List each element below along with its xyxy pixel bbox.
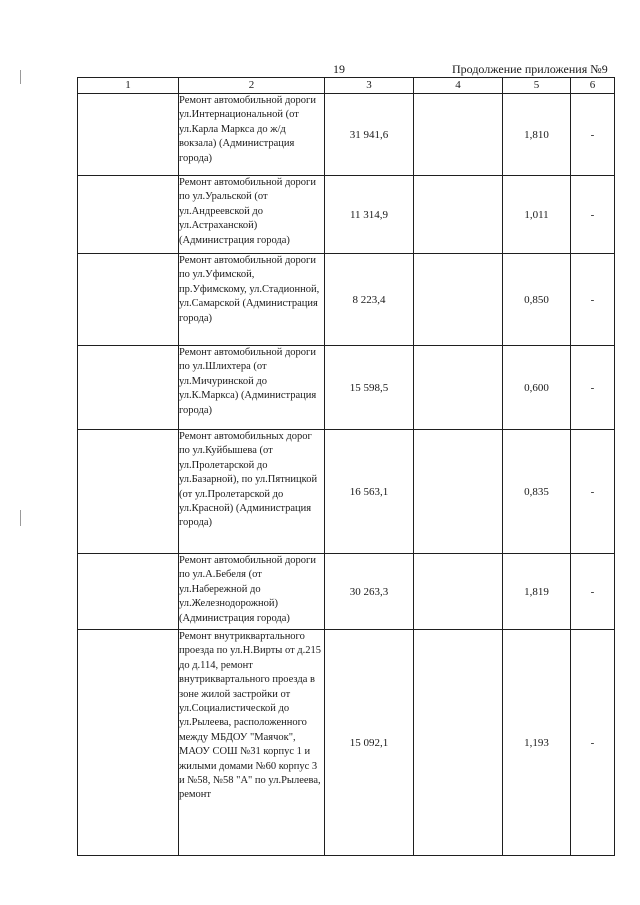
col4-cell (414, 94, 503, 176)
table-row (78, 94, 615, 176)
row-empty-cell (78, 346, 179, 430)
object-name-cell: Ремонт автомобильной дороги по ул.Шлихтера (от ул.Мичуринской до ул.К.Маркса) (Администрация города) (179, 346, 325, 430)
column-header-5: 5 (503, 78, 571, 94)
table-row (78, 430, 615, 554)
col6-cell: - (571, 346, 615, 430)
repair-table (77, 77, 615, 856)
scan-mark-left (20, 70, 21, 84)
col4-cell (414, 346, 503, 430)
row-empty-cell (78, 254, 179, 346)
appendix-continuation-label: Продолжение приложения №9 (452, 62, 608, 76)
column-header-1: 1 (78, 78, 179, 94)
col6-cell: - (571, 630, 615, 856)
cost-cell: 11 314,9 (325, 176, 414, 254)
row-empty-cell (78, 430, 179, 554)
column-header-2: 2 (179, 78, 325, 94)
object-name-cell: Ремонт автомобильной дороги по ул.А.Бебеля (от ул.Набережной до ул.Железнодорожной) (Администрация города) (179, 554, 325, 630)
cost-cell: 31 941,6 (325, 94, 414, 176)
col6-cell: - (571, 430, 615, 554)
col6-cell: - (571, 94, 615, 176)
row-empty-cell (78, 94, 179, 176)
cost-cell: 16 563,1 (325, 430, 414, 554)
row-empty-cell (78, 176, 179, 254)
length-cell: 1,011 (503, 176, 571, 254)
column-header-3: 3 (325, 78, 414, 94)
col6-cell: - (571, 554, 615, 630)
col4-cell (414, 430, 503, 554)
length-cell: 0,600 (503, 346, 571, 430)
table-row (78, 346, 615, 430)
object-name-cell: Ремонт внутриквартального проезда по ул.Н.Вирты от д.215 до д.114, ремонт внутриквартального проезда в зоне жилой застройки от ул.Социалистической до ул.Рылеева, расположенного между МБДОУ "Маячок", МАОУ СОШ №31 корпус 1 и жилыми домами №60 корпус 3 и №58, №58 "А" по ул.Рылеева, ремонт (179, 630, 325, 856)
length-cell: 0,835 (503, 430, 571, 554)
column-number-row (78, 78, 615, 94)
table-row (78, 254, 615, 346)
col4-cell (414, 176, 503, 254)
row-empty-cell (78, 630, 179, 856)
cost-cell: 15 092,1 (325, 630, 414, 856)
table-row (78, 630, 615, 856)
scan-mark-left-bottom (20, 510, 21, 526)
col4-cell (414, 630, 503, 856)
col6-cell: - (571, 176, 615, 254)
col4-cell (414, 254, 503, 346)
cost-cell: 8 223,4 (325, 254, 414, 346)
page-number: 19 (333, 62, 345, 76)
col6-cell: - (571, 254, 615, 346)
object-name-cell: Ремонт автомобильных дорог по ул.Куйбышева (от ул.Пролетарской до ул.Базарной), по ул.Пятницкой (от ул.Пролетарской до ул.Красной) (Администрация города) (179, 430, 325, 554)
cost-cell: 15 598,5 (325, 346, 414, 430)
object-name-cell: Ремонт автомобильной дороги ул.Интернациональной (от ул.Карла Маркса до ж/д вокзала) (Администрация города) (179, 94, 325, 176)
length-cell: 1,819 (503, 554, 571, 630)
table-row (78, 554, 615, 630)
object-name-cell: Ремонт автомобильной дороги по ул.Уральской (от ул.Андреевской до ул.Астраханской) (Администрация города) (179, 176, 325, 254)
length-cell: 0,850 (503, 254, 571, 346)
length-cell: 1,193 (503, 630, 571, 856)
object-name-cell: Ремонт автомобильной дороги по ул.Уфимской, пр.Уфимскому, ул.Стадионной, ул.Самарской (Администрация города) (179, 254, 325, 346)
length-cell: 1,810 (503, 94, 571, 176)
column-header-4: 4 (414, 78, 503, 94)
table-row (78, 176, 615, 254)
row-empty-cell (78, 554, 179, 630)
column-header-6: 6 (571, 78, 615, 94)
col4-cell (414, 554, 503, 630)
cost-cell: 30 263,3 (325, 554, 414, 630)
